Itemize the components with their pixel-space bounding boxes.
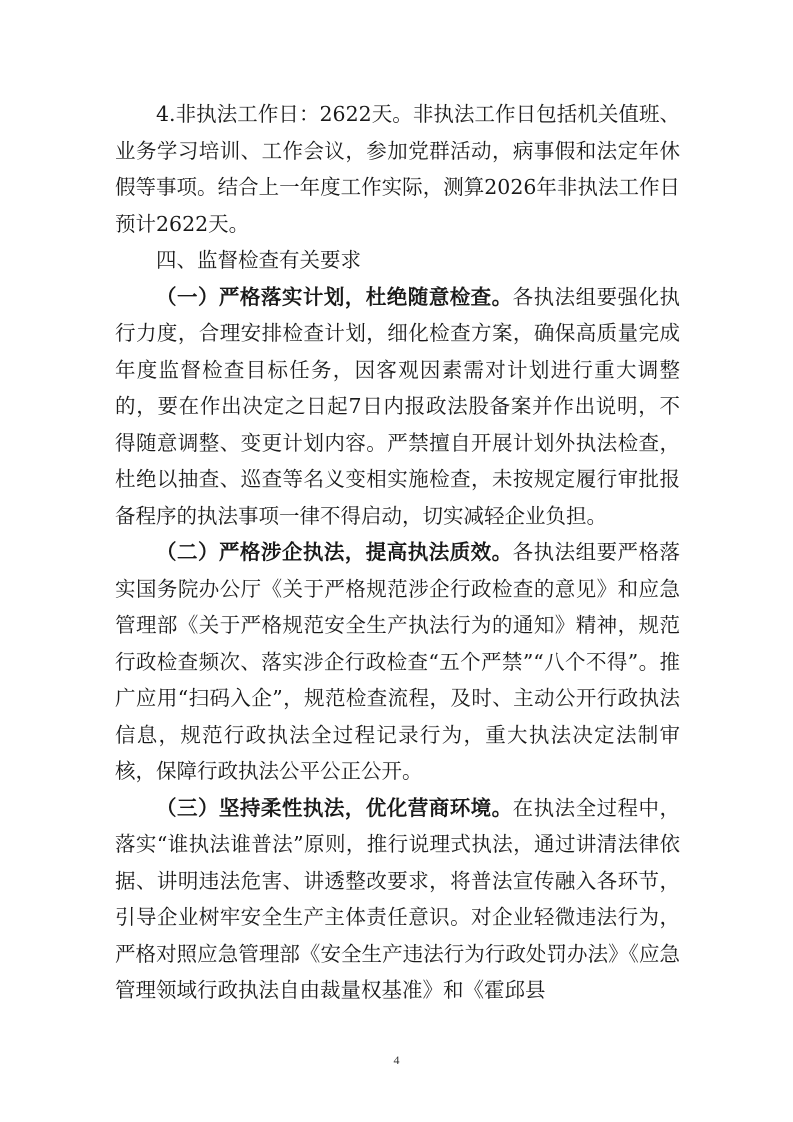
item-2-body: 各执法组要严格落实国务院办公厅《关于严格规范涉企行政检查的意见》和应急管理部《关于严格规范安全生产执法行为的通知》精神，规范行政检查频次、落实涉企行政检查“五个严禁”“八个不得”。推广应用“扫码入企”，规范检查流程，及时、主动公开行政执法信息，规范行政执法全过程记录行为，重大执法决定法制审核，保障行政执法公平公正公开。 <box>115 540 681 783</box>
section-heading-supervision-requirements: 四、监督检查有关要求 <box>156 248 361 272</box>
item-3-heading: （三）坚持柔性执法，优化营商环境。 <box>156 795 513 820</box>
document-body <box>115 96 680 1009</box>
item-1-body: 各执法组要强化执行力度，合理安排检查计划，细化检查方案，确保高质量完成年度监督检查目标任务，因客观因素需对计划进行重大调整的，要在作出决定之日起7日内报政法股备案并作出说明，不得随意调整、变更计划内容。严禁擅自开展计划外执法检查，杜绝以抽查、巡查等名义变相实施检查，未按规定履行审批报备程序的执法事项一律不得启动，切实减轻企业负担。 <box>115 284 681 528</box>
item-1-heading: （一）严格落实计划，杜绝随意检查。 <box>156 284 513 309</box>
paragraph-non-enforcement-days: 4.非执法工作日：2622天。非执法工作日包括机关值班、业务学习培训、工作会议，参加党群活动，病事假和法定年休假等事项。结合上一年度工作实际，测算2026年非执法工作日预计2622天。 <box>115 102 680 236</box>
item-3-body: 在执法全过程中，落实“谁执法谁普法”原则，推行说理式执法，通过讲清法律依据、讲明违法危害、讲透整改要求，将普法宣传融入各环节，引导企业树牢安全生产主体责任意识。对企业轻微违法行为，严格对照应急管理部《安全生产违法行为行政处罚办法》《应急管理领域行政执法自由裁量权基准》和《霍邱县 <box>115 795 681 1002</box>
page-number: 4 <box>393 1053 400 1067</box>
paragraph-item-2 <box>115 534 680 790</box>
paragraph-item-1 <box>115 279 680 535</box>
paragraph-item-3 <box>115 790 680 1009</box>
item-2-heading: （二）严格涉企执法，提高执法质效。 <box>156 540 513 564</box>
